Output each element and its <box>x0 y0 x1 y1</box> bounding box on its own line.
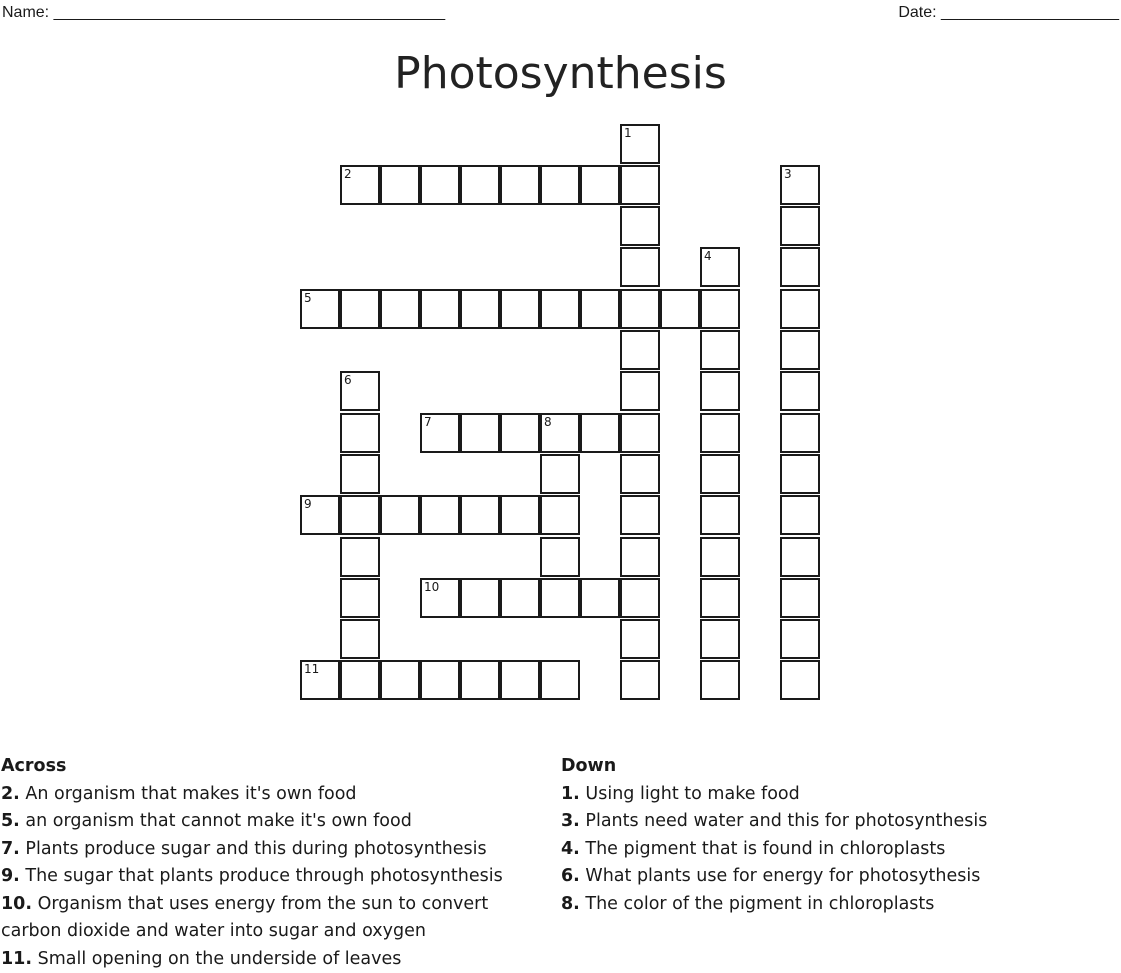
clue-down-1 <box>561 781 1081 809</box>
crossword-cell[interactable] <box>540 165 580 205</box>
crossword-cell[interactable] <box>780 619 820 659</box>
crossword-cell[interactable] <box>780 578 820 618</box>
crossword-cell[interactable] <box>300 660 340 700</box>
clue-across-5 <box>1 808 521 836</box>
clue-text: An organism that makes it's own food <box>25 783 357 804</box>
crossword-cell[interactable] <box>540 578 580 618</box>
crossword-cell[interactable] <box>780 165 820 205</box>
crossword-cell[interactable] <box>780 495 820 535</box>
crossword-cell[interactable] <box>500 660 540 700</box>
crossword-cell[interactable] <box>780 289 820 329</box>
crossword-cell[interactable] <box>340 578 380 618</box>
clue-text: The pigment that is found in chloroplasts <box>585 838 946 859</box>
clue-across-11 <box>1 946 521 973</box>
clue-number-label: 7 <box>424 415 432 429</box>
crossword-cell[interactable] <box>660 289 700 329</box>
clue-text: Using light to make food <box>585 783 800 804</box>
crossword-cell[interactable] <box>580 289 620 329</box>
clue-number-label: 4 <box>704 249 712 263</box>
crossword-cell[interactable] <box>540 413 580 453</box>
clue-number: 2. <box>1 783 20 804</box>
crossword-cell[interactable] <box>700 330 740 370</box>
crossword-cell[interactable] <box>500 578 540 618</box>
clue-text: The sugar that plants produce through photosynthesis <box>25 866 503 886</box>
crossword-cell[interactable] <box>300 495 340 535</box>
clue-down-3 <box>561 808 1081 836</box>
clue-number: 4. <box>561 838 580 859</box>
crossword-cell[interactable] <box>780 206 820 246</box>
clue-text: Organism that uses energy from the sun to convert carbon dioxide and water into sugar and oxygen <box>1 893 489 941</box>
clue-number: 9. <box>1 866 20 886</box>
crossword-cell[interactable] <box>780 413 820 453</box>
date-field-label: Date: ____________________ <box>898 4 1119 21</box>
crossword-cell[interactable] <box>340 371 380 411</box>
crossword-cell[interactable] <box>420 413 460 453</box>
crossword-cell[interactable] <box>780 660 820 700</box>
crossword-cell[interactable] <box>340 289 380 329</box>
crossword-cell[interactable] <box>700 660 740 700</box>
crossword-cell[interactable] <box>460 413 500 453</box>
clue-across-2 <box>1 781 521 809</box>
crossword-cell[interactable] <box>420 289 460 329</box>
clue-number-label: 2 <box>344 167 352 181</box>
clue-number-label: 10 <box>424 580 440 594</box>
across-clues <box>1 753 521 973</box>
crossword-cell[interactable] <box>700 413 740 453</box>
crossword-cell[interactable] <box>620 247 660 287</box>
name-field-label: Name: ____________________________________________ <box>2 4 446 21</box>
clue-across-9 <box>1 863 521 891</box>
crossword-cell[interactable] <box>620 206 660 246</box>
clue-number: 10. <box>1 893 33 914</box>
crossword-cell[interactable] <box>340 619 380 659</box>
crossword-cell[interactable] <box>700 619 740 659</box>
crossword-cell[interactable] <box>540 495 580 535</box>
crossword-cell[interactable] <box>780 537 820 577</box>
clue-number: 6. <box>561 866 580 886</box>
crossword-cell[interactable] <box>340 495 380 535</box>
crossword-cell[interactable] <box>420 495 460 535</box>
crossword-cell[interactable] <box>460 578 500 618</box>
crossword-cell[interactable] <box>380 660 420 700</box>
crossword-cell[interactable] <box>580 165 620 205</box>
crossword-cell[interactable] <box>700 289 740 329</box>
clue-number: 1. <box>561 783 580 804</box>
clue-text: Small opening on the underside of leaves <box>37 948 402 969</box>
clue-number-label: 5 <box>304 291 312 305</box>
crossword-cell[interactable] <box>580 413 620 453</box>
crossword-cell[interactable] <box>620 454 660 494</box>
crossword-cell[interactable] <box>300 289 340 329</box>
clue-text: Plants produce sugar and this during photosynthesis <box>25 838 487 859</box>
crossword-cell[interactable] <box>540 537 580 577</box>
crossword-cell[interactable] <box>500 289 540 329</box>
clue-down-8 <box>561 891 1081 919</box>
crossword-cell[interactable] <box>580 578 620 618</box>
clue-number: 5. <box>1 811 20 831</box>
crossword-cell[interactable] <box>620 289 660 329</box>
crossword-cell[interactable] <box>700 578 740 618</box>
clue-number-label: 11 <box>304 662 320 676</box>
crossword-cell[interactable] <box>460 495 500 535</box>
crossword-cell[interactable] <box>420 660 460 700</box>
crossword-cell[interactable] <box>380 289 420 329</box>
clue-number-label: 8 <box>544 415 552 429</box>
crossword-cell[interactable] <box>620 578 660 618</box>
crossword-cell[interactable] <box>540 660 580 700</box>
clue-number-label: 6 <box>344 373 352 387</box>
crossword-cell[interactable] <box>620 619 660 659</box>
crossword-cell[interactable] <box>620 371 660 411</box>
crossword-cell[interactable] <box>420 578 460 618</box>
clue-number-label: 9 <box>304 497 312 511</box>
crossword-cell[interactable] <box>500 165 540 205</box>
clue-number-label: 3 <box>784 167 792 181</box>
crossword-cell[interactable] <box>780 330 820 370</box>
crossword-cell[interactable] <box>620 495 660 535</box>
clue-number-label: 1 <box>624 126 632 140</box>
crossword-cell[interactable] <box>500 413 540 453</box>
crossword-cell[interactable] <box>420 165 460 205</box>
crossword-cell[interactable] <box>460 165 500 205</box>
crossword-cell[interactable] <box>380 165 420 205</box>
crossword-cell[interactable] <box>700 537 740 577</box>
crossword-cell[interactable] <box>620 165 660 205</box>
clue-number: 7. <box>1 838 20 859</box>
down-clues <box>561 753 1081 918</box>
clue-text: The color of the pigment in chloroplasts <box>585 893 935 914</box>
crossword-cell[interactable] <box>700 454 740 494</box>
crossword-cell[interactable] <box>340 537 380 577</box>
crossword-cell[interactable] <box>780 371 820 411</box>
clue-down-4 <box>561 836 1081 864</box>
crossword-cell[interactable] <box>340 413 380 453</box>
crossword-cell[interactable] <box>620 330 660 370</box>
crossword-cell[interactable] <box>620 124 660 164</box>
clue-number: 3. <box>561 811 580 831</box>
crossword-cell[interactable] <box>700 371 740 411</box>
crossword-cell[interactable] <box>700 247 740 287</box>
crossword-cell[interactable] <box>780 247 820 287</box>
crossword-cell[interactable] <box>780 454 820 494</box>
clue-text: Plants need water and this for photosynthesis <box>585 811 988 831</box>
crossword-cell[interactable] <box>460 289 500 329</box>
crossword-cell[interactable] <box>620 660 660 700</box>
crossword-cell[interactable] <box>380 495 420 535</box>
crossword-cell[interactable] <box>540 289 580 329</box>
down-heading: Down <box>561 756 617 776</box>
crossword-cell[interactable] <box>460 660 500 700</box>
crossword-cell[interactable] <box>540 454 580 494</box>
across-heading: Across <box>1 756 67 776</box>
crossword-cell[interactable] <box>340 454 380 494</box>
crossword-cell[interactable] <box>340 660 380 700</box>
clue-text: an organism that cannot make it's own food <box>25 811 412 831</box>
crossword-cell[interactable] <box>340 165 380 205</box>
clue-text: What plants use for energy for photosythesis <box>585 866 981 886</box>
clue-across-10 <box>1 891 521 946</box>
clue-number: 11. <box>1 948 33 969</box>
clue-number: 8. <box>561 893 580 914</box>
crossword-cell[interactable] <box>620 537 660 577</box>
crossword-cell[interactable] <box>500 495 540 535</box>
page-title: Photosynthesis <box>394 48 727 99</box>
clue-down-6 <box>561 863 1081 891</box>
clue-across-7 <box>1 836 521 864</box>
crossword-cell[interactable] <box>620 413 660 453</box>
crossword-cell[interactable] <box>700 495 740 535</box>
